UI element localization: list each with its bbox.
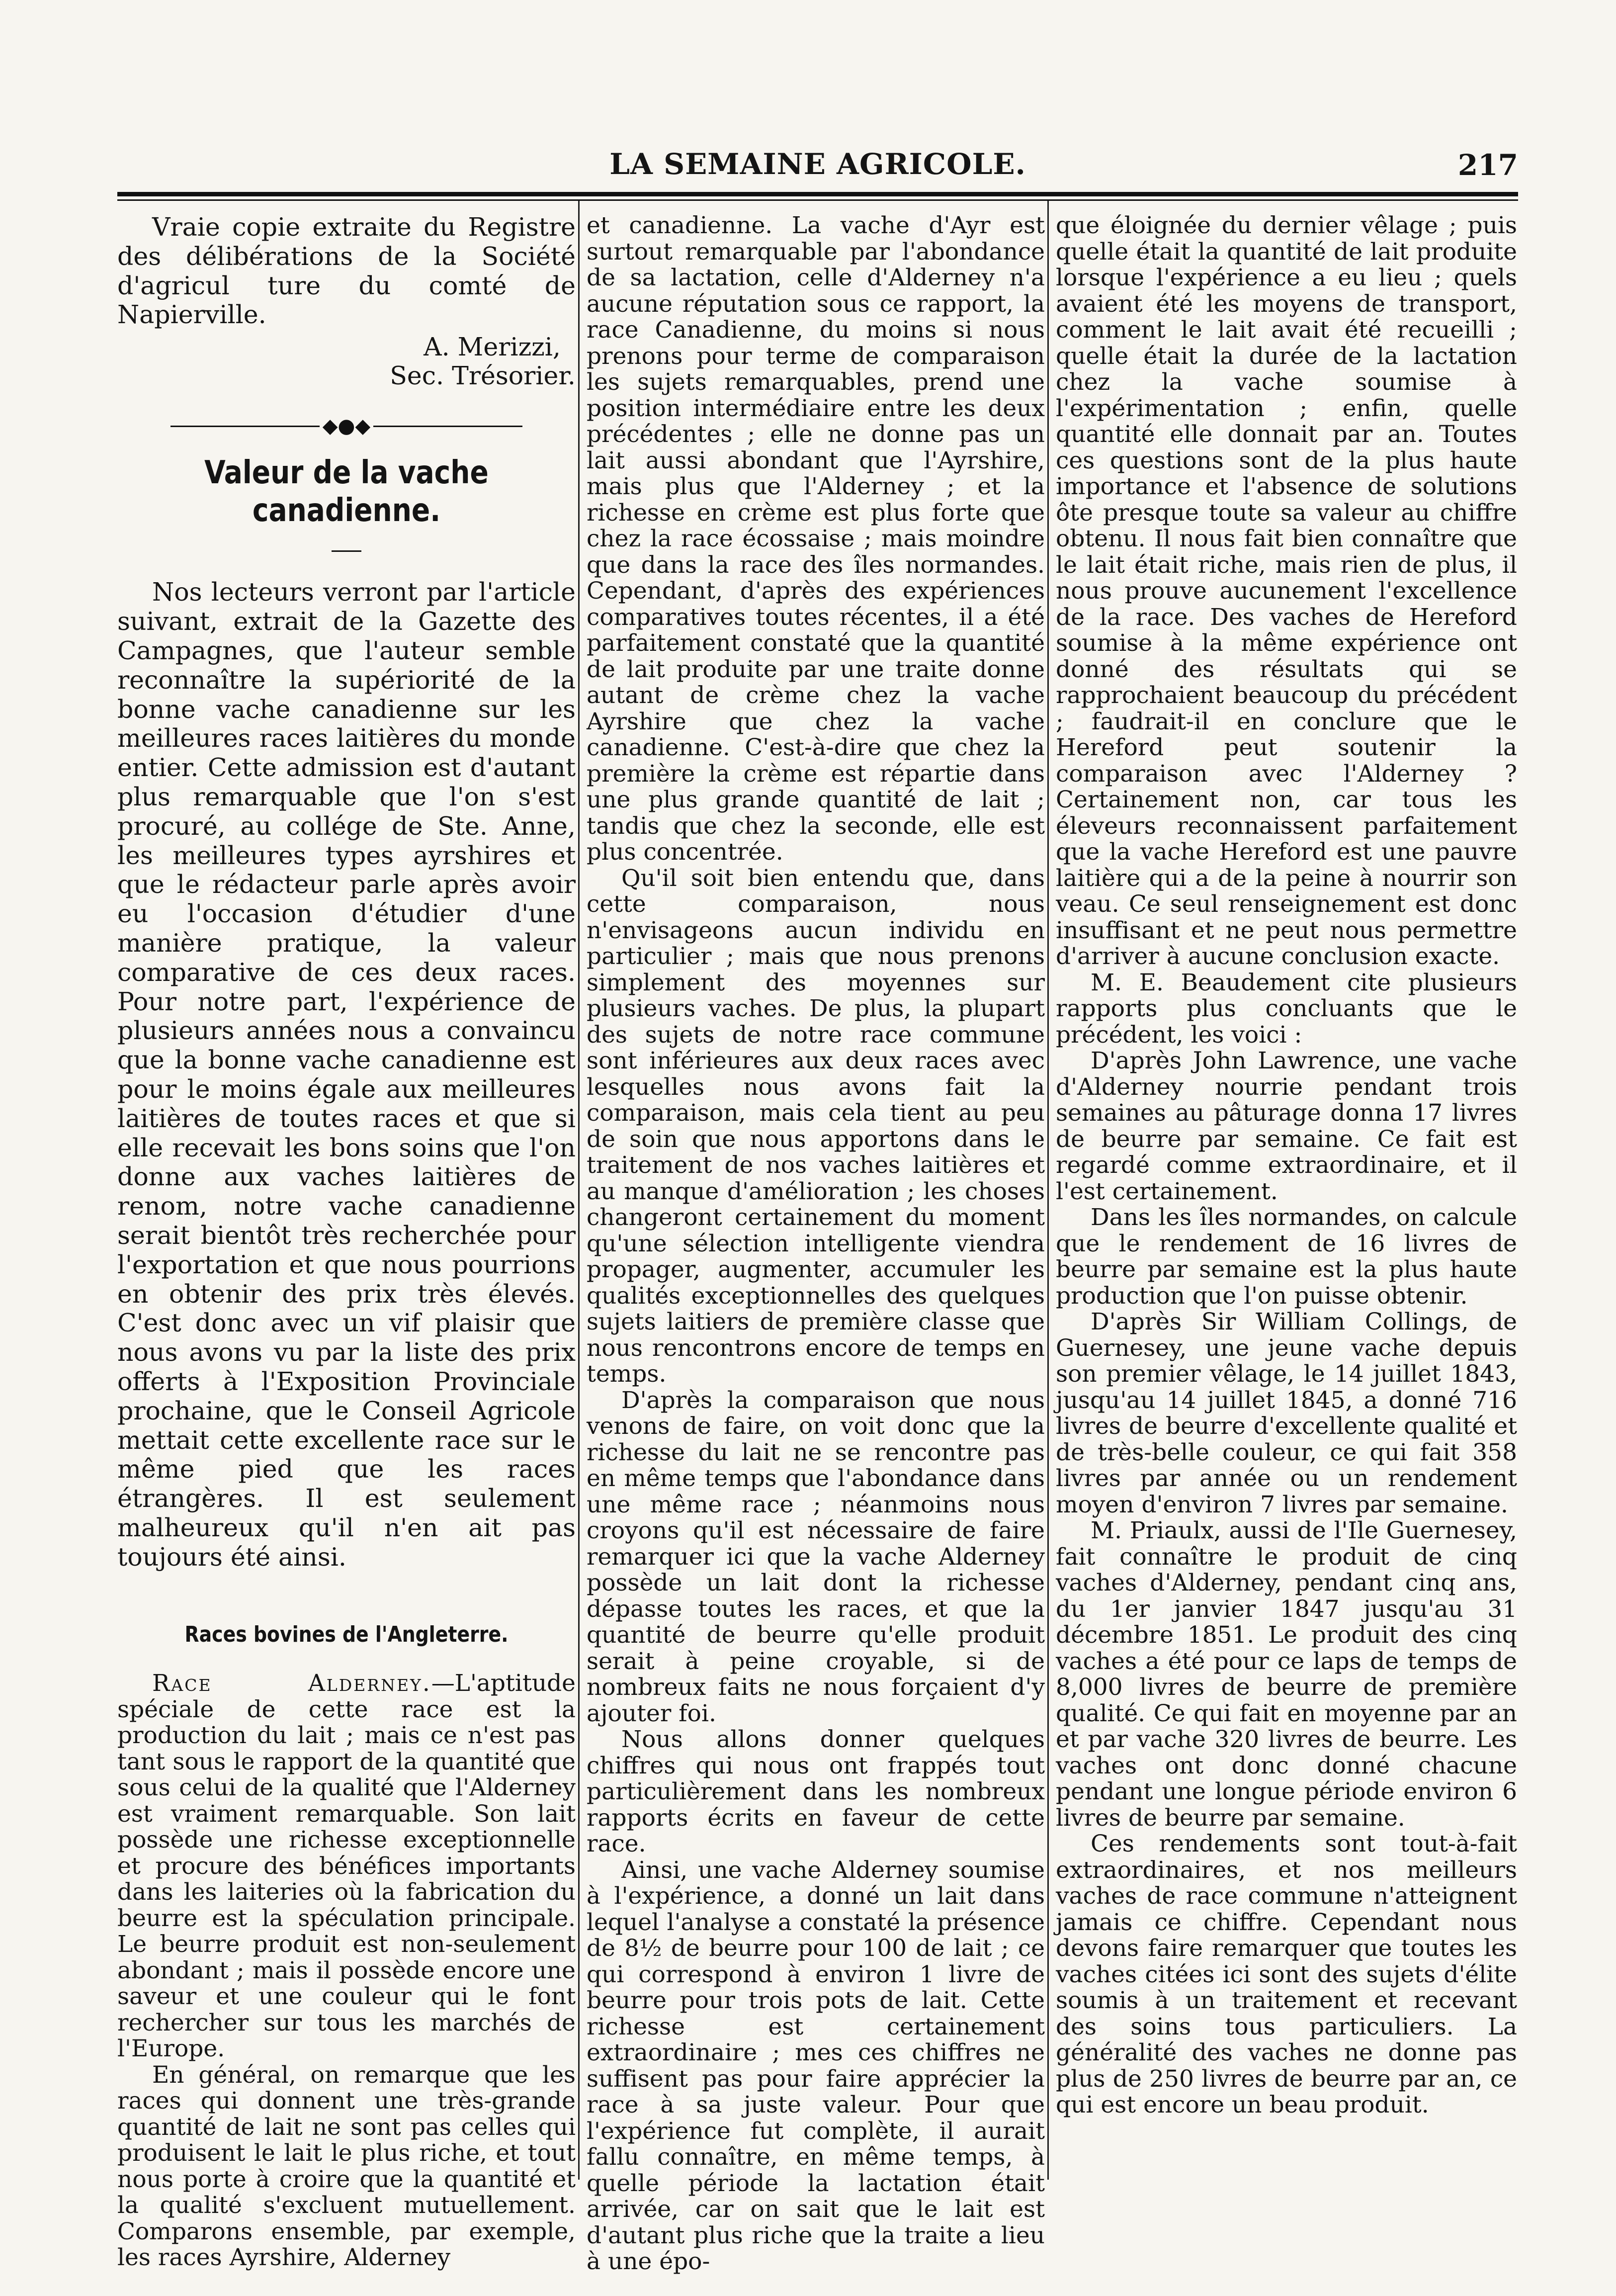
column-2 xyxy=(587,212,1045,2275)
col3-paragraph-1: que éloignée du dernier vêlage ; puis quelle était la quantité de lait produite lorsque l'expérience a eu lieu ; quels avaient été les moyens de transport, comment le lait avait été recueilli ; quelle était la durée de la lactation chez la vache soumise à l'expérimentation ; enfin, quelle quantité elle donnait par an. Toutes ces questions sont de la plus haute importance et l'absence de solutions ôte presque toute sa valeur au chiffre obtenu. Il nous fait bien connaître que le lait était riche, mais rien de plus, il nous prouve aucunement l'excellence de la race. Des vaches de Hereford soumise à la même expérience ont donné des résultats qui se rapprochaient beaucoup du précédent ; faudrait-il en conclure que le Hereford peut soutenir la comparaison avec l'Alderney ? Certainement non, car tous les éleveurs reconnaissent parfaitement que la vache Hereford est une pauvre laitière qui a de la peine à nourrir son veau. Ce seul renseignement est donc insuffisant et ne peut nous permettre d'arriver à aucune conclusion exacte. xyxy=(1056,212,1517,970)
col2-paragraph-1: et canadienne. La vache d'Ayr est surtout remarquable par l'abondance de sa lactation, celle d'Alderney n'a aucune réputation sous ce rapport, la race Canadienne, du moins si nous prenons pour terme de comparaison les sujets remarquables, prend une position intermédiaire entre les deux précédentes ; elle ne donne pas un lait aussi abondant que l'Ayrshire, mais plus que l'Alderney ; et la richesse en crème est plus forte que chez la race écossaise ; mais moindre que dans la race des îles normandes. Cependant, d'après des expériences comparatives toutes récentes, il a été parfaitement constaté que la quantité de lait produite par une traite donne autant de crème chez la vache Ayrshire que chez la vache canadienne. C'est-à-dire que chez la première la crème est répartie dans une plus grande quantité de lait ; tandis que chez la seconde, elle est plus concentrée. xyxy=(587,212,1045,866)
article-title: Valeur de la vache canadienne. xyxy=(204,454,489,530)
race-alderney-paragraph xyxy=(117,1671,576,2062)
col3-paragraph-4: Dans les îles normandes, on calcule que le rendement de 16 livres de beurre par semaine est la plus haute production que l'on puisse obtenir. xyxy=(1056,1204,1517,1310)
title-dash xyxy=(332,550,361,552)
general-paragraph: En général, on remarque que les races qui donnent une très-grande quantité de lait ne sont pas celles qui produisent le lait le plus riche, et tout nous porte à croire que la quantité et la qualité s'excluent mutuellement. Comparons ensemble, par exemple, les races Ayrshire, Alderney xyxy=(117,2061,576,2272)
column-divider-2 xyxy=(1047,201,1049,2180)
header-rule-thin xyxy=(117,199,1518,201)
race-label: Race Alderney. xyxy=(152,1670,431,1697)
race-text: —L'aptitude spéciale de cette race est la production du lait ; mais ce n'est pas tant sous le rapport de la quantité que sous celui de la qualité que l'Alderney est vraiment remarquable. Son lait possède une richesse exceptionnelle et procure des bénéfices importants dans les laiteries où la fabrication du beurre est la spéculation principale. Le beurre produit est non-seulement abondant ; mais il possède encore une saveur et une couleur qui le font rechercher sur tous les marchés de l'Europe. xyxy=(117,1670,576,2063)
col2-paragraph-3: D'après la comparaison que nous venons de faire, on voit donc que la richesse du lait ne se rencontre pas en même temps que l'abondance dans une même race ; néanmoins nous croyons qu'il est nécessaire de faire remarquer ici que la vache Alderney possède un lait dont la richesse dépasse toutes les races, et que la quantité de beurre qu'elle produit serait à peine croyable, si de nombreux faits ne nous forçaient d'y ajouter foi. xyxy=(587,1386,1045,1727)
registry-text: Vraie copie extraite du Registre des délibérations de la Société d'agricul ture du comté de Napierville. xyxy=(117,212,576,330)
col2-paragraph-5: Ainsi, une vache Alderney soumise à l'expérience, a donné un lait dans lequel l'analyse a constaté la présence de 8½ de beurre pour 100 de lait ; ce qui correspond à environ 1 livre de beurre pour trois pots de lait. Cette richesse est certainement extraordinaire ; mes ces chiffres ne suffisent pas pour faire apprécier la race à sa juste valeur. Pour que l'expérience fut complète, il aurait fallu connaître, en même temps, à quelle période la lactation était arrivée, car on sait que le lait est d'autant plus riche que la traite a lieu à une épo- xyxy=(587,1856,1045,2275)
column-3 xyxy=(1056,213,1517,2182)
section-heading: Races bovines de l'Angleterre. xyxy=(184,1621,509,1647)
col3-paragraph-2: M. E. Beaudement cite plusieurs rapports plus concluants que le précédent, les voici : xyxy=(1056,969,1517,1049)
col3-paragraph-6: M. Priaulx, aussi de l'Ile Guernesey, fait connaître le produit de cinq vaches d'Alderney, pendant cinq ans, du 1er janvier 1847 jusqu'au 31 décembre 1851. Le produit des cinq vaches a été pour ce laps de temps de 8,000 livres de beurre de première qualité. Ce qui fait en moyenne par an et par vache 320 livres de beurre. Les vaches ont donc donné chacune pendant une longue période environ 6 livres de beurre par semaine. xyxy=(1056,1517,1517,1832)
running-title: LA SEMAINE AGRICOLE. xyxy=(609,147,1026,181)
signature-name: A. Merizzi, xyxy=(424,332,561,362)
col3-paragraph-5: D'après Sir William Collings, de Guernesey, une jeune vache depuis son premier vêlage, le 14 juillet 1843, jusqu'au 14 juillet 1845, a donné 716 livres de beurre d'excellente qualité et de très-belle couleur, ce qui fait 358 livres par année ou un rendement moyen d'environ 7 livres par semaine. xyxy=(1056,1308,1517,1518)
col2-paragraph-4: Nous allons donner quelques chiffres qui nous ont frappés tout particulièrement dans les nombreux rapports écrits en faveur de cette race. xyxy=(587,1726,1045,1857)
col3-paragraph-7: Ces rendements sont tout-à-fait extraordinaires, et nos meilleurs vaches de race commune n'atteignent jamais ce chiffre. Cependant nous devons faire remarquer que toutes les vaches citées ici sont des sujets d'élite soumis à un traitement et recevant des soins tous particuliers. La généralité des vaches ne donne pas plus de 250 livres de beurre par an, ce qui est encore un beau produit. xyxy=(1056,1830,1517,2119)
col3-paragraph-3: D'après John Lawrence, une vache d'Alderney nourrie pendant trois semaines au pâturage donna 17 livres de beurre par semaine. Ce fait est regardé comme extraordinaire, et il l'est certainement. xyxy=(1056,1047,1517,1205)
column-1 xyxy=(117,212,576,2272)
column-divider-1 xyxy=(578,201,580,2180)
header-rule-thick xyxy=(117,192,1518,196)
intro-paragraph: Nos lecteurs verront par l'article suivant, extrait de la Gazette des Campagnes, que l'auteur semble reconnaître la supériorité de la bonne vache canadienne sur les meilleures races laitières du monde entier. Cette admission est d'autant plus remarquable que l'on s'est procuré, au collége de Ste. Anne, les meilleures types ayrshires et que le rédacteur parle après avoir eu l'occasion d'étudier d'une manière pratique, la valeur comparative de ces deux races. Pour notre part, l'expérience de plusieurs années nous a convaincu que la bonne vache canadienne est pour le moins égale aux meilleures laitières de toutes races et que si elle recevait les bons soins que l'on donne aux vaches laitières de renom, notre vache canadienne serait bientôt très recherchée pour l'exportation et que nous pourrions en obtenir des prix très élevés. C'est donc avec un vif plaisir que nous avons vu par la liste des prix offerts à l'Exposition Provinciale prochaine, que le Conseil Agricole mettait cette excellente race sur le même pied que les races étrangères. Il est seulement malheureux qu'il n'en ait pas toujours été ainsi. xyxy=(117,577,576,1572)
page-header xyxy=(117,147,1518,187)
page-number: 217 xyxy=(1457,148,1518,182)
signature-title: Sec. Trésorier. xyxy=(390,361,576,391)
col2-paragraph-2: Qu'il soit bien entendu que, dans cette comparaison, nous n'envisageons aucun individu en particulier ; mais que nous prenons simplement des moyennes sur plusieurs vaches. De plus, la plupart des sujets de notre race commune sont inférieures aux deux races avec lesquelles nous avons fait la comparaison, mais cela tient au peu de soin que nous apportons dans le traitement de nos vaches laitières et au manque d'amélioration ; les choses changeront certainement du moment qu'une sélection intelligente viendra propager, augmenter, accumuler les qualités exceptionnelles des quelques sujets laitiers de première classe que nous rencontrons encore de temps en temps. xyxy=(587,864,1045,1388)
ornamental-divider: ◆●◆ xyxy=(117,412,576,439)
